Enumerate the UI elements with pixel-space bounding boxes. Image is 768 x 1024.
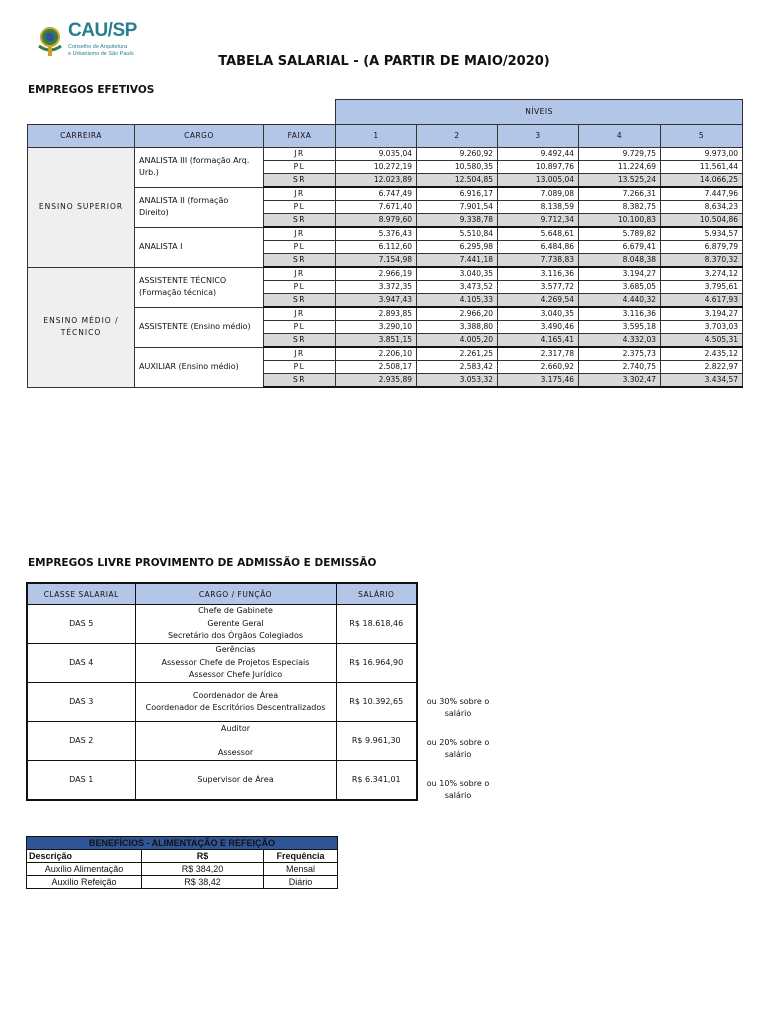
table-row (27, 644, 417, 683)
table-row (27, 863, 338, 876)
logo-subtitle: Conselho de Arquitetura e Urbanismo de São Paulo (68, 44, 134, 57)
header-level-2: 2 (417, 125, 498, 148)
cargo-funcao-line: Assessor (217, 748, 254, 757)
header-faixa: FAIXA (264, 125, 336, 148)
cargo-funcao-cell (135, 605, 336, 644)
salary-value-cell: 3.040,35 (498, 307, 579, 321)
faixa-cell: PL (264, 281, 336, 294)
faixa-cell: SR (264, 294, 336, 308)
header-level-4: 4 (579, 125, 661, 148)
faixa-cell: PL (264, 161, 336, 174)
salary-value-cell: 9.973,00 (661, 148, 743, 161)
salary-value-cell: 4.105,33 (417, 294, 498, 308)
classe-cell: DAS 5 (27, 605, 135, 644)
header-salario: SALÁRIO (336, 583, 417, 605)
salario-cell: R$ 9.961,30 (336, 722, 417, 761)
salary-value-cell: 3.040,35 (417, 267, 498, 281)
salary-value-cell: 6.679,41 (579, 241, 661, 254)
salary-value-cell: 5.789,82 (579, 227, 661, 241)
cargo-funcao-line: Assessor Chefe de Projetos Especiais (161, 657, 310, 667)
cargo-cell: ANALISTA II (formação Direito) (135, 187, 264, 227)
salary-value-cell: 12.504,85 (417, 174, 498, 188)
table-row (27, 605, 417, 644)
salary-value-cell: 7.671,40 (336, 201, 417, 214)
cargo-funcao-line: Coordenador de Área (192, 690, 279, 700)
header-cargo-funcao: CARGO / FUNÇÃO (135, 583, 336, 605)
cargo-funcao-line: Auditor (220, 723, 251, 733)
salary-value-cell: 3.703,03 (661, 321, 743, 334)
salary-value-cell: 4.005,20 (417, 334, 498, 348)
salary-value-cell: 2.660,92 (498, 361, 579, 374)
table-row (27, 876, 338, 889)
salary-value-cell: 3.851,15 (336, 334, 417, 348)
salario-cell: R$ 6.341,01 (336, 761, 417, 801)
salary-value-cell: 4.269,54 (498, 294, 579, 308)
salary-value-cell: 3.434,57 (661, 374, 743, 388)
salary-value-cell: 8.634,23 (661, 201, 743, 214)
faixa-cell: JR (264, 347, 336, 361)
salary-value-cell: 9.338,78 (417, 214, 498, 228)
salary-value-cell: 10.100,83 (579, 214, 661, 228)
salary-value-cell: 7.447,96 (661, 187, 743, 201)
page-title: TABELA SALARIAL - (A PARTIR DE MAIO/2020) (218, 54, 550, 69)
salary-value-cell: 3.302,47 (579, 374, 661, 388)
table-row (28, 227, 743, 241)
salary-value-cell: 13.005,04 (498, 174, 579, 188)
salary-value-cell: 7.738,83 (498, 254, 579, 268)
table-row (28, 187, 743, 201)
salary-value-cell: 3.053,32 (417, 374, 498, 388)
cargo-funcao-line: Chefe de Gabinete (198, 606, 273, 616)
faixa-cell: PL (264, 321, 336, 334)
salary-value-cell: 2.508,17 (336, 361, 417, 374)
salary-value-cell: 3.372,35 (336, 281, 417, 294)
salary-value-cell: 5.934,57 (661, 227, 743, 241)
faixa-cell: SR (264, 374, 336, 388)
salary-value-cell: 8.048,38 (579, 254, 661, 268)
cargo-cell: ASSISTENTE TÉCNICO (Formação técnica) (135, 267, 264, 307)
salary-value-cell: 9.035,04 (336, 148, 417, 161)
salary-value-cell: 7.089,08 (498, 187, 579, 201)
salary-value-cell: 2.435,12 (661, 347, 743, 361)
salario-cell: R$ 10.392,65 (336, 683, 417, 722)
salary-value-cell: 2.935,89 (336, 374, 417, 388)
header-classe-salarial: CLASSE SALARIAL (27, 583, 135, 605)
cargo-funcao-line: Assessor Chefe Jurídico (188, 670, 283, 680)
salary-value-cell: 2.375,73 (579, 347, 661, 361)
faixa-cell: SR (264, 214, 336, 228)
header-level-5: 5 (661, 125, 743, 148)
faixa-cell: PL (264, 241, 336, 254)
salary-value-cell: 6.295,98 (417, 241, 498, 254)
salary-value-cell: 4.165,41 (498, 334, 579, 348)
salary-value-cell: 3.175,46 (498, 374, 579, 388)
cargo-funcao-cell (135, 683, 336, 722)
cargo-cell: ASSISTENTE (Ensino médio) (135, 307, 264, 347)
faixa-cell: PL (264, 201, 336, 214)
header-descricao: Descrição (27, 850, 142, 863)
cargo-cell: ANALISTA III (formação Arq. Urb.) (135, 148, 264, 188)
table-row (28, 307, 743, 321)
faixa-cell: SR (264, 334, 336, 348)
header-level-1: 1 (336, 125, 417, 148)
header-cargo: CARGO (135, 125, 264, 148)
salary-value-cell: 13.525,24 (579, 174, 661, 188)
salary-value-cell: 10.897,76 (498, 161, 579, 174)
gratificacao-note: ou 30% sobre o salário (426, 697, 490, 718)
salary-value-cell: 2.740,75 (579, 361, 661, 374)
faixa-cell: JR (264, 307, 336, 321)
salary-value-cell: 2.966,20 (417, 307, 498, 321)
salary-value-cell: 9.729,75 (579, 148, 661, 161)
salary-value-cell: 10.504,86 (661, 214, 743, 228)
salary-value-cell: 8.370,32 (661, 254, 743, 268)
salary-value-cell: 3.795,61 (661, 281, 743, 294)
salary-value-cell: 3.947,43 (336, 294, 417, 308)
salary-value-cell: 12.023,89 (336, 174, 417, 188)
salary-value-cell: 2.893,85 (336, 307, 417, 321)
salary-value-cell: 4.440,32 (579, 294, 661, 308)
table-row (28, 267, 743, 281)
salary-value-cell: 9.712,34 (498, 214, 579, 228)
salary-value-cell: 14.066,25 (661, 174, 743, 188)
cargo-funcao-line: Gerente Geral (207, 618, 264, 628)
cargo-funcao-line: Gerências (215, 645, 256, 655)
salary-value-cell: 3.595,18 (579, 321, 661, 334)
cargo-funcao-line: Coordenador de Escritórios Descentralizados (145, 703, 326, 712)
header-carreira: CARREIRA (28, 125, 135, 148)
salary-table (27, 99, 743, 388)
gratificacao-note: ou 10% sobre o salário (426, 779, 490, 800)
cargo-funcao-cell (135, 644, 336, 683)
salary-value-cell: 2.317,78 (498, 347, 579, 361)
classe-cell: DAS 4 (27, 644, 135, 683)
salary-value-cell: 7.901,54 (417, 201, 498, 214)
salary-value-cell: 3.274,12 (661, 267, 743, 281)
cargo-funcao-line: Supervisor de Área (197, 774, 274, 784)
descricao-cell: Auxílio Refeição (27, 876, 142, 889)
table-row (27, 683, 417, 722)
salary-value-cell: 4.505,31 (661, 334, 743, 348)
salary-value-cell: 6.916,17 (417, 187, 498, 201)
faixa-cell: SR (264, 174, 336, 188)
salary-value-cell: 3.490,46 (498, 321, 579, 334)
carreira-cell: ENSINO SUPERIOR (28, 148, 135, 268)
table-row (27, 722, 417, 761)
brazil-coat-of-arms-icon (35, 24, 65, 58)
logo-name: CAU/SP (68, 20, 137, 41)
cargo-cell: AUXILIAR (Ensino médio) (135, 347, 264, 387)
salario-cell: R$ 16.964,90 (336, 644, 417, 683)
salary-value-cell: 11.561,44 (661, 161, 743, 174)
faixa-cell: JR (264, 267, 336, 281)
salary-value-cell: 7.154,98 (336, 254, 417, 268)
salary-value-cell: 3.194,27 (579, 267, 661, 281)
salario-cell: R$ 18.618,46 (336, 605, 417, 644)
salary-value-cell: 8.138,59 (498, 201, 579, 214)
salary-value-cell: 10.272,19 (336, 161, 417, 174)
salary-value-cell: 5.376,43 (336, 227, 417, 241)
descricao-cell: Auxílio Alimentação (27, 863, 142, 876)
salary-value-cell: 6.879,79 (661, 241, 743, 254)
header-valor: R$ (142, 850, 264, 863)
beneficios-title: BENEFÍCIOS - ALIMENTAÇÃO E REFEIÇÃO (27, 837, 338, 850)
header-frequencia: Frequência (264, 850, 338, 863)
salary-value-cell: 3.290,10 (336, 321, 417, 334)
salary-value-cell: 7.441,18 (417, 254, 498, 268)
faixa-cell: JR (264, 187, 336, 201)
section-title-efetivos: EMPREGOS EFETIVOS (28, 84, 155, 96)
salary-value-cell: 3.194,27 (661, 307, 743, 321)
table-row (28, 148, 743, 161)
salary-value-cell: 6.484,86 (498, 241, 579, 254)
salary-value-cell: 4.332,03 (579, 334, 661, 348)
classe-cell: DAS 2 (27, 722, 135, 761)
faixa-cell: SR (264, 254, 336, 268)
salary-value-cell: 6.112,60 (336, 241, 417, 254)
frequencia-cell: Mensal (264, 863, 338, 876)
classe-cell: DAS 1 (27, 761, 135, 801)
valor-cell: R$ 38,42 (142, 876, 264, 889)
section-title-livre: EMPREGOS LIVRE PROVIMENTO DE ADMISSÃO E DEMISSÃO (28, 557, 377, 569)
salary-value-cell: 5.648,61 (498, 227, 579, 241)
valor-cell: R$ 384,20 (142, 863, 264, 876)
cargo-funcao-line: Secretário dos Órgãos Colegiados (167, 631, 304, 641)
salary-value-cell: 2.206,10 (336, 347, 417, 361)
niveis-header: NÍVEIS (336, 100, 743, 125)
frequencia-cell: Diário (264, 876, 338, 889)
salary-value-cell: 3.116,36 (498, 267, 579, 281)
salary-value-cell: 9.492,44 (498, 148, 579, 161)
header-level-3: 3 (498, 125, 579, 148)
salary-value-cell: 3.116,36 (579, 307, 661, 321)
salary-value-cell: 3.577,72 (498, 281, 579, 294)
salary-value-cell: 11.224,69 (579, 161, 661, 174)
faixa-cell: PL (264, 361, 336, 374)
cargo-funcao-line (139, 735, 333, 747)
salary-value-cell: 4.617,93 (661, 294, 743, 308)
salary-value-cell: 7.266,31 (579, 187, 661, 201)
beneficios-table (26, 836, 338, 889)
salary-value-cell: 5.510,84 (417, 227, 498, 241)
table-row (28, 347, 743, 361)
das-table (26, 582, 418, 801)
carreira-cell: ENSINO MÉDIO / TÉCNICO (28, 267, 135, 387)
salary-value-cell: 2.583,42 (417, 361, 498, 374)
salary-value-cell: 2.966,19 (336, 267, 417, 281)
table-row (27, 761, 417, 801)
gratificacao-note: ou 20% sobre o salário (426, 738, 490, 759)
salary-value-cell: 9.260,92 (417, 148, 498, 161)
salary-value-cell: 10.580,35 (417, 161, 498, 174)
classe-cell: DAS 3 (27, 683, 135, 722)
salary-value-cell: 3.388,80 (417, 321, 498, 334)
cargo-funcao-cell (135, 722, 336, 761)
salary-value-cell: 3.473,52 (417, 281, 498, 294)
salary-value-cell: 2.822,97 (661, 361, 743, 374)
cargo-funcao-cell (135, 761, 336, 801)
faixa-cell: JR (264, 148, 336, 161)
salary-value-cell: 6.747,49 (336, 187, 417, 201)
cargo-cell: ANALISTA I (135, 227, 264, 267)
salary-value-cell: 8.979,60 (336, 214, 417, 228)
faixa-cell: JR (264, 227, 336, 241)
salary-value-cell: 8.382,75 (579, 201, 661, 214)
salary-value-cell: 2.261,25 (417, 347, 498, 361)
salary-value-cell: 3.685,05 (579, 281, 661, 294)
